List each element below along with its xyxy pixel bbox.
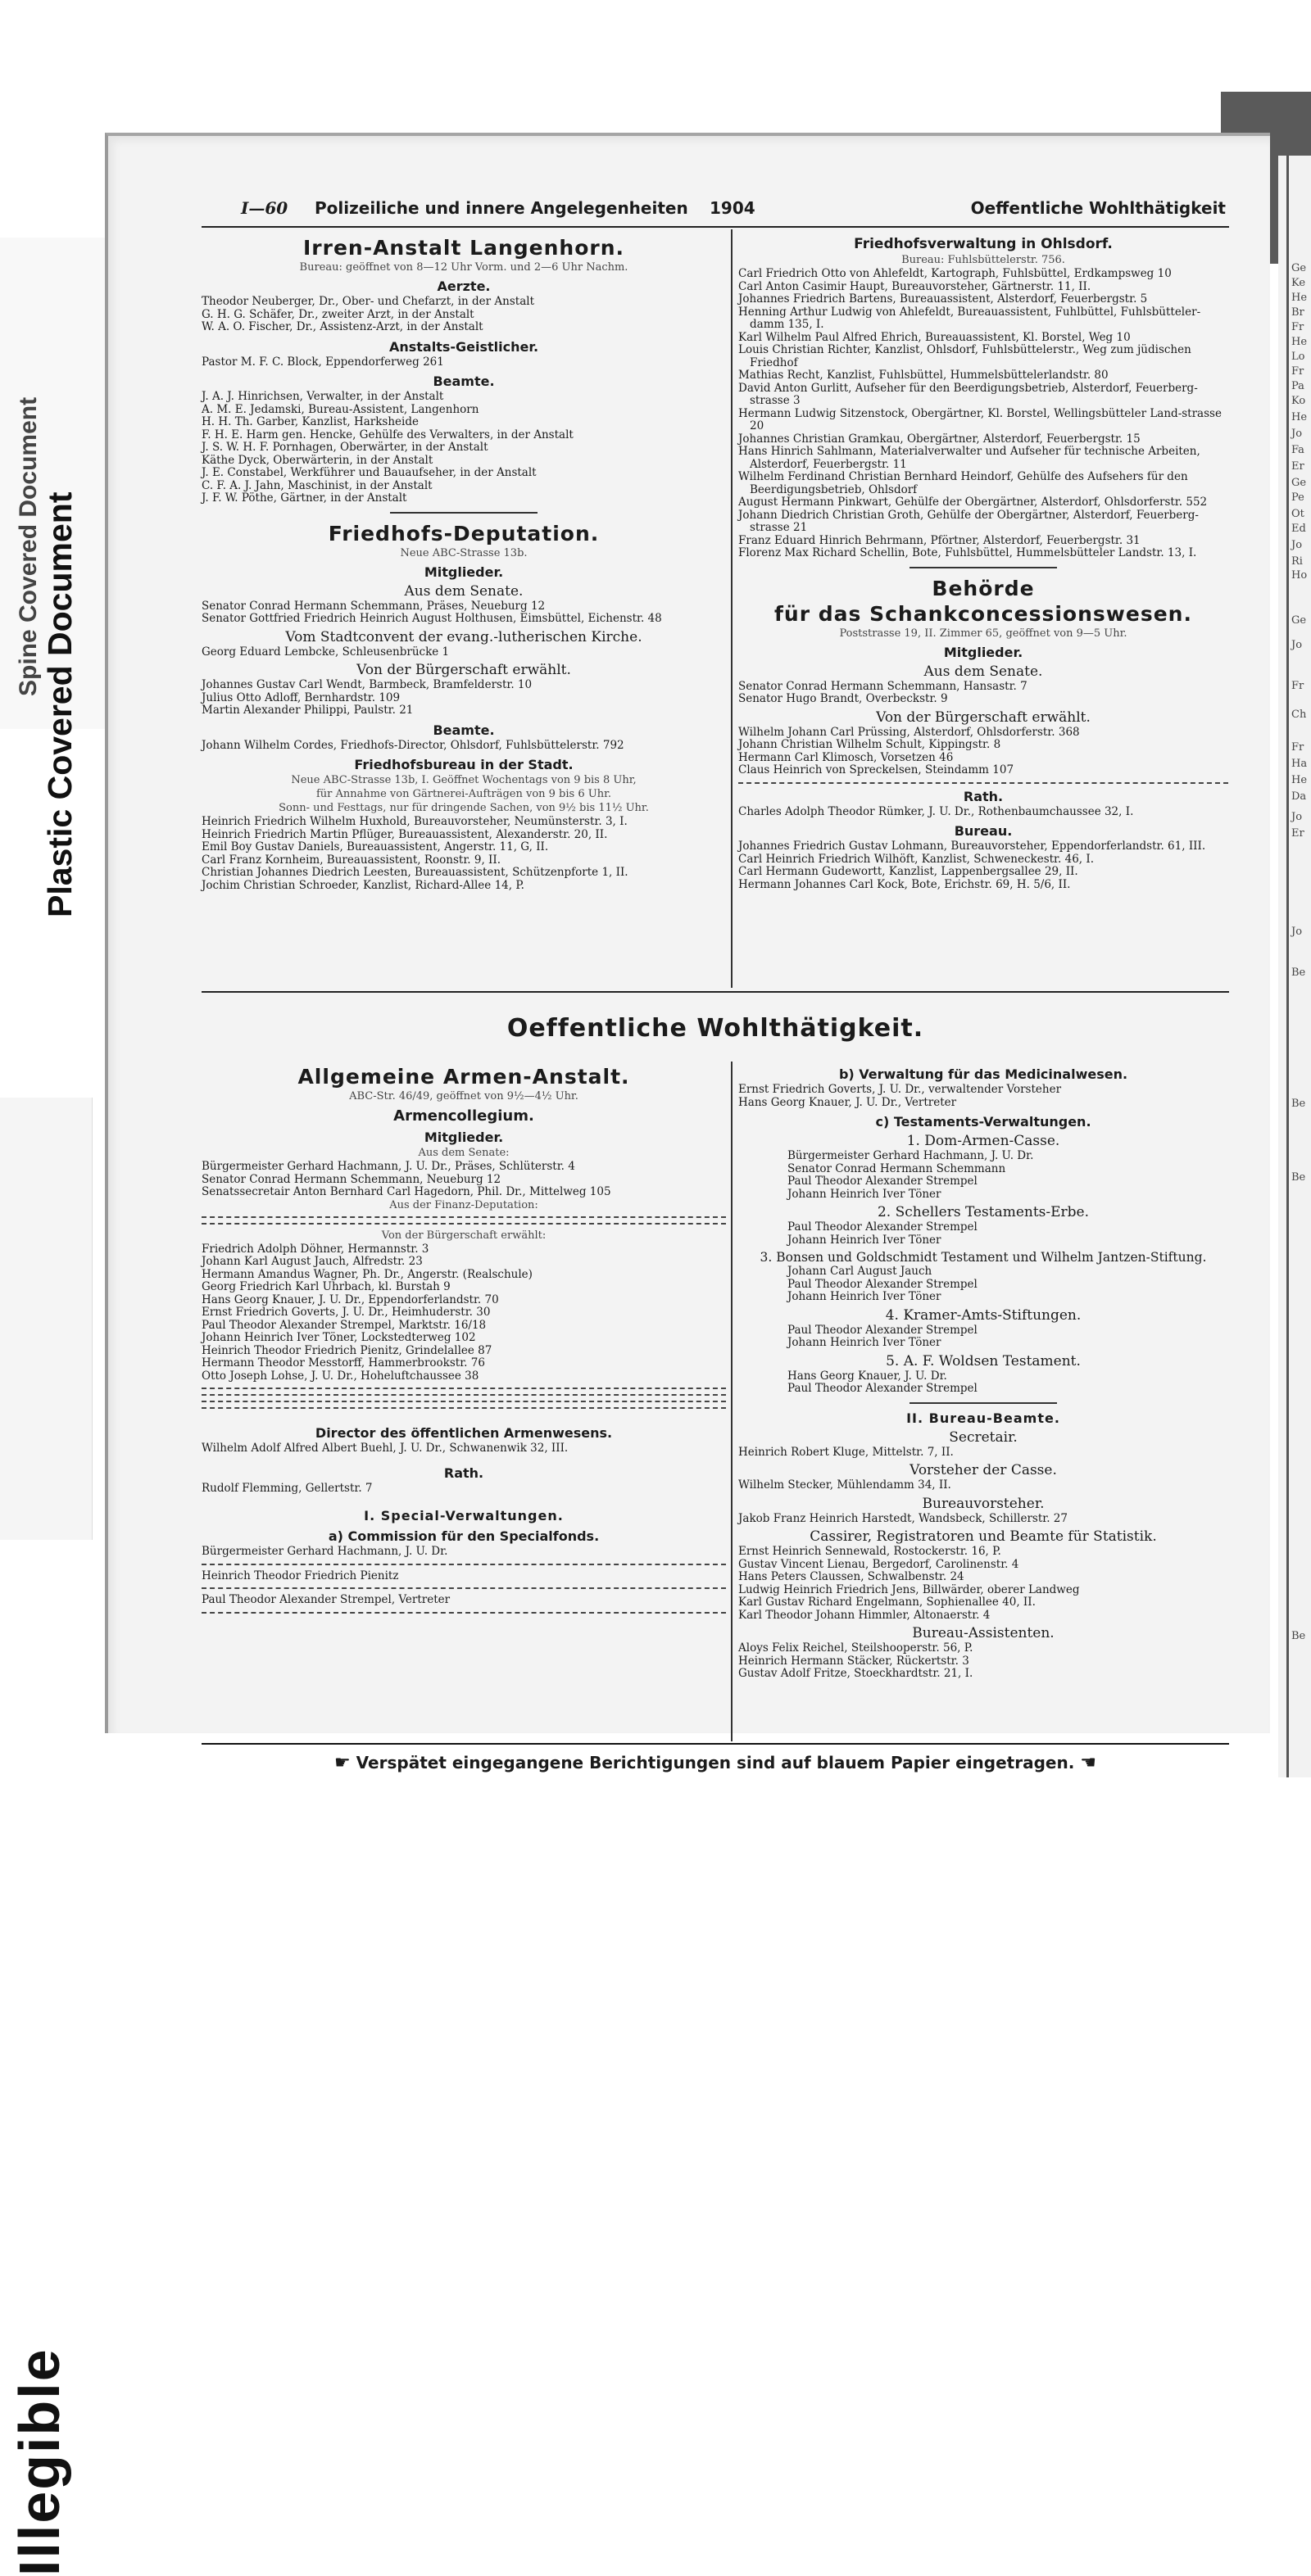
armen-address: ABC-Str. 46/49, geöffnet von 9½—4½ Uhr. [349,1090,578,1102]
entry-line: Johann Heinrich Iver Töner, Lockstedterweg 102 [202,1331,476,1344]
armen-director-list [202,1442,726,1456]
dashed-separator [202,1223,726,1225]
entry-line: Emil Boy Gustav Daniels, Bureauassistent, Angerstr. 11, G, II. [202,840,549,853]
wohl-section-title-wrap [202,1003,1229,1044]
schank-mitglieder-title: Mitglieder. [943,644,1023,660]
entry-line: Hans Georg Knauer, J. U. Dr., Vertreter [738,1095,957,1109]
entry-line: Hermann Theodor Messtorff, Hammerbrookstr. 76 [202,1356,485,1369]
adjacent-page-fragment: Lo [1291,351,1305,363]
bottom-column-divider [731,1062,733,1741]
friedhofs-senat-list [202,600,726,626]
entry-line: C. F. A. J. Jahn, Maschinist, in der Anstalt [202,478,433,492]
entry-line: Franz Eduard Hinrich Behrmann, Pförtner, Alsterdorf, Feuerbergstr. 31 [738,533,1141,547]
adjacent-page-fragment: He [1291,774,1308,786]
entry-line: Hermann Johannes Carl Kock, Bote, Erichstr. 69, H. 5/6, II. [738,877,1071,891]
adjacent-page-fragment: Ri [1291,555,1303,568]
friedhofs-bureau-list [202,816,726,892]
entry-line: Hans Georg Knauer, J. U. Dr., Eppendorferlandstr. 70 [202,1293,499,1306]
entry-line: J. S. W. H. F. Pornhagen, Oberwärter, in der Anstalt [202,441,488,454]
schank-buerger-list [738,727,1228,777]
entry-line: Julius Otto Adloff, Bernhardstr. 109 [202,690,401,704]
entry-line: Paul Theodor Alexander Strempel [787,1175,978,1188]
entry-line: Ludwig Heinrich Friedrich Jens, Billwärder, oberer Landweg [738,1582,1080,1596]
friedhofs-beamte-list [202,740,726,753]
entry-line: Hermann Amandus Wagner, Ph. Dr., Angerstr. (Realschule) [202,1267,533,1281]
entry-line: David Anton Gurlitt, Aufseher für den Beerdigungsbetrieb, Alsterdorf, Feuerberg-strasse 3 [738,381,1198,407]
schank-title-2: für das Schankconcessionswesen. [774,601,1192,626]
entry-line: August Hermann Pinkwart, Gehülfe der Obergärtner, Alsterdorf, Ohlsdorferstr. 552 [738,496,1208,509]
page-content [202,195,1229,1773]
friedhofs-convent-list [202,646,726,659]
cass-title: Cassirer, Registratoren und Beamte für Statistik. [810,1528,1157,1545]
entry-line: Karl Gustav Richard Engelmann, Sophienallee 40, II. [738,1596,1036,1609]
entry-line: Senatssecretair Anton Bernhard Carl Hagedorn, Phil. Dr., Mittelweg 105 [202,1185,611,1198]
adjacent-page-fragment: Fr [1291,321,1304,333]
entry-line: Carl Heinrich Friedrich Wilhöft, Kanzlist, Schweneckestr. 46, I. [738,852,1094,866]
adjacent-page-fragment: Jo [1291,639,1303,651]
entry-line: Paul Theodor Alexander Strempel [787,1323,978,1337]
entry-line: Heinrich Friedrich Martin Pflüger, Bureauassistent, Alexanderstr. 20, II. [202,827,608,841]
adjacent-page-fragment: He [1291,411,1308,423]
armen-senat-title: Aus dem Senate: [418,1147,510,1159]
schank-rath-title: Rath. [963,788,1004,804]
adjacent-page-fragment: Ch [1291,709,1307,721]
casse-title: Vorsteher der Casse. [910,1462,1057,1478]
entry-line: Wilhelm Adolf Alfred Albert Buehl, J. U. Dr., Schwanenwik 32, III. [202,1442,569,1455]
entry-line: A. M. E. Jedamski, Bureau-Assistent, Langenhorn [202,402,479,416]
entry-line: Otto Joseph Lohse, J. U. Dr., Hoheluftchaussee 38 [202,1369,479,1383]
armen-rath-list [202,1483,726,1496]
entry-line: Paul Theodor Alexander Strempel [787,1220,978,1234]
footer-text: Verspätet eingegangene Berichtigungen sind auf blauem Papier eingetragen. [356,1753,1075,1772]
friedhofs-senat-title: Aus dem Senate. [404,582,524,600]
schank-rath-list [738,806,1228,819]
adjacent-page-fragment: He [1291,336,1308,348]
entry-line: G. H. G. Schäfer, Dr., zweiter Arzt, in der Anstalt [202,307,474,321]
entry-line: Johannes Gustav Carl Wendt, Barmbeck, Bramfelderstr. 10 [202,678,533,691]
entry-line: Sonn- und Festtags, nur für dringende Sachen, von 9½ bis 11½ Uhr. [279,802,649,814]
entry-line: Carl Anton Casimir Haupt, Bureauvorsteher, Gärtnerstr. 11, II. [738,279,1091,293]
adjacent-page-fragment: Ed [1291,523,1306,535]
dashed-separator [202,1388,726,1389]
irren-title: Irren-Anstalt Langenhorn. [302,236,624,260]
adjacent-page-fragment: Fr [1291,680,1304,692]
entry-line: Senator Conrad Hermann Schemmann, Präses, Neueburg 12 [202,599,546,613]
friedhofs-title: Friedhofs-Deputation. [328,521,600,546]
entry-line: Senator Hugo Brandt, Overbeckstr. 9 [738,692,948,705]
entry-line: Hans Hinrich Sahlmann, Materialverwalter und Aufseher für technische Arbeiten, Alsterdorf, Feuerbergstr. 11 [738,445,1200,471]
footer-notice [202,1753,1229,1773]
dashed-separator [202,1564,726,1565]
adjacent-page-fragment: Jo [1291,539,1303,551]
entry-line: Ernst Heinrich Sennewald, Rostockerstr. 16, P. [738,1545,1001,1558]
irren-beamte-list [202,391,726,505]
adjacent-page-fragment: Ge [1291,477,1307,489]
adjacent-page-fragment: Ge [1291,614,1307,627]
entry-line: Wilhelm Johann Carl Prüssing, Alsterdorf, Ohlsdorferstr. 368 [738,725,1080,739]
adjacent-page-fragment: Da [1291,790,1307,803]
illegible-label-text: Illegible [7,2347,71,2576]
armen-buerger-title: Von der Bürgerschaft erwählt: [381,1229,547,1242]
ohlsdorf-title: Friedhofsverwaltung in Ohlsdorf. [854,236,1113,252]
bottom-right-column [738,1062,1228,1681]
irren-bureau: Bureau: geöffnet von 8—12 Uhr Vorm. und 2—6 Uhr Nachm. [299,261,628,274]
adjacent-page-fragment: Be [1291,1171,1306,1184]
schank-senat-list [738,681,1228,706]
entry-line: Senator Conrad Hermann Schemmann, Neueburg 12 [202,1172,501,1186]
entry-line: F. H. E. Harm gen. Hencke, Gehülfe des Verwalters, in der Anstalt [202,428,574,441]
med-c5-list [738,1370,1228,1396]
entry-line: Heinrich Theodor Friedrich Pienitz [202,1569,399,1582]
entry-line: Charles Adolph Theodor Rümker, J. U. Dr., Rothenbaumchaussee 32, I. [738,804,1134,818]
dashed-separator [202,1612,726,1614]
dashed-separator [202,1216,726,1218]
friedhofs-buerger-title: Von der Bürgerschaft erwählt. [356,662,571,678]
entry-line: Johann Christian Wilhelm Schult, Kippingstr. 8 [738,738,1001,751]
adjacent-page-fragment: Ko [1291,395,1306,407]
entry-line: Johann Heinrich Iver Töner [787,1233,941,1247]
special-a-list [202,1546,726,1614]
entry-line: Paul Theodor Alexander Strempel [787,1382,978,1395]
entry-line: Heinrich Robert Kluge, Mittelstr. 7, II. [738,1445,954,1459]
med-b-title: b) Verwaltung für das Medicinalwesen. [838,1066,1128,1082]
med-b-list [738,1084,1228,1109]
top-column-divider [731,229,733,988]
friedhofs-convent-title: Vom Stadtconvent der evang.-lutherischen Kirche. [285,628,642,645]
section-rule [910,567,1057,568]
med-c-title: c) Testaments-Verwaltungen. [875,1114,1091,1130]
armen-senat-list [202,1161,726,1199]
entry-line: Carl Friedrich Otto von Ahlefeldt, Kartograph, Fuhlsbüttel, Erdkampsweg 10 [738,267,1172,280]
entry-line: Paul Theodor Alexander Strempel, Vertreter [202,1593,451,1606]
entry-line: Bürgermeister Gerhard Hachmann, J. U. Dr. [202,1545,448,1558]
entry-line: Senator Conrad Hermann Schemmann [787,1161,1006,1175]
cass-list [738,1546,1228,1622]
footer-rule [202,1743,1229,1745]
plastic-label-text: Plastic Covered Document [41,491,79,917]
entry-line: H. H. Th. Garber, Kanzlist, Harksheide [202,415,419,428]
bv-list [738,1513,1228,1526]
section-rule [910,1402,1057,1404]
entry-line: Mathias Recht, Kanzlist, Fuhlsbüttel, Hummelsbüttelerlandstr. 80 [738,369,1109,382]
armen-collegium: Armencollegium. [393,1107,534,1125]
page-number: I—60 [241,198,288,218]
irren-aerzte-list [202,296,726,334]
entry-line: Karl Theodor Johann Himmler, Altonaerstr. 4 [738,1608,991,1622]
section-rule [390,512,538,514]
entry-line: Georg Friedrich Karl Uhrbach, kl. Burstah 9 [202,1280,451,1293]
header-year: 1904 [710,198,755,218]
entry-line: Theodor Neuberger, Dr., Ober- und Chefarzt, in der Anstalt [202,295,534,308]
adjacent-page-fragment: Be [1291,967,1306,979]
entry-line: Aloys Felix Reichel, Steilshooperstr. 56, P. [738,1641,973,1655]
armen-mitglieder-title: Mitglieder. [424,1130,504,1145]
adjacent-page-fragment: Ot [1291,508,1304,520]
friedhofs-buerger-list [202,679,726,718]
irren-geist-title: Anstalts-Geistlicher. [388,338,539,355]
ohlsdorf-list [738,268,1228,560]
irren-geist-list [202,356,726,369]
entry-line: Ernst Friedrich Goverts, J. U. Dr., Heimhuderstr. 30 [202,1306,491,1319]
schank-bureau-list [738,840,1228,891]
entry-line: J. E. Constabel, Werkführer und Bauaufseher, in der Anstalt [202,466,537,479]
adjacent-page-fragment: Fa [1291,444,1304,456]
mid-page-rule [202,991,1229,993]
special-a-title: a) Commission für den Specialfonds. [328,1528,600,1544]
adjacent-page-fragment: Jo [1291,428,1303,440]
entry-line: Bürgermeister Gerhard Hachmann, J. U. Dr. [787,1149,1034,1162]
adjacent-page-fragment: Ke [1291,277,1306,289]
pointing-hand-right-icon: ☛ [333,1753,351,1773]
adjacent-page-fragment: Pa [1291,380,1304,392]
adjacent-page-fragment: Pe [1291,491,1304,504]
med-c4-title: 4. Kramer-Amts-Stiftungen. [885,1306,1082,1324]
entry-line: Johann Heinrich Iver Töner [787,1336,941,1349]
med-c1-title: 1. Dom-Armen-Casse. [906,1133,1060,1149]
entry-line: Käthe Dyck, Oberwärterin, in der Anstalt [202,453,433,467]
armen-finanz-title: Aus der Finanz-Deputation: [389,1198,538,1211]
entry-line: Johannes Christian Gramkau, Obergärtner, Alsterdorf, Feuerbergstr. 15 [738,432,1141,446]
entry-line: Johann Carl August Jauch [787,1265,932,1278]
entry-line: Johann Heinrich Iver Töner [787,1290,941,1303]
plastic-covered-label [0,238,111,917]
entry-line: Friedrich Adolph Döhner, Hermannstr. 3 [202,1242,429,1256]
entry-line: Martin Alexander Philippi, Paulstr. 21 [202,704,414,717]
entry-line: Johannes Friedrich Gustav Lohmann, Bureauvorsteher, Eppendorferlandstr. 61, III. [738,840,1206,853]
entry-line: für Annahme von Gärtnerei-Aufträgen von 9 bis 6 Uhr. [315,788,611,800]
entry-line: Carl Hermann Gudewortt, Kanzlist, Lappenbergsallee 29, II. [738,865,1078,878]
med-c3-list [738,1265,1228,1304]
entry-line: Jakob Franz Heinrich Harstedt, Wandsbeck, Schillerstr. 27 [738,1511,1068,1525]
schank-buerger-title: Von der Bürgerschaft erwählt. [876,709,1091,726]
adjacent-page-line [1286,156,1289,1777]
entry-line: W. A. O. Fischer, Dr., Assistenz-Arzt, in der Anstalt [202,320,483,333]
entry-line: Hans Georg Knauer, J. U. Dr. [787,1369,947,1383]
entry-line: Johann Heinrich Iver Töner [787,1187,941,1201]
med-c5-title: 5. A. F. Woldsen Testament. [886,1352,1081,1369]
ba-title: Bureau-Assistenten. [912,1625,1055,1641]
dashed-separator [202,1394,726,1396]
ba-list [738,1642,1228,1681]
adjacent-page-fragment: Jo [1291,926,1303,938]
entry-line: Louis Christian Richter, Kanzlist, Ohlsdorf, Fuhlsbüttelerstr., Weg zum jüdischen Friedhof [738,343,1191,369]
adjacent-page-fragment: Fr [1291,365,1304,378]
sec-list [738,1446,1228,1460]
entry-line: Pastor M. F. C. Block, Eppendorferweg 261 [202,355,444,369]
entry-line: Hermann Ludwig Sitzenstock, Obergärtner, Kl. Borstel, Wellingsbütteler Land-strasse 20 [738,406,1222,432]
adjacent-page-edge [1278,156,1311,1777]
entry-line: Bürgermeister Gerhard Hachmann, J. U. Dr., Präses, Schlüterstr. 4 [202,1160,575,1173]
adjacent-page-fragment: He [1291,292,1308,304]
ohlsdorf-bureau: Bureau: Fuhlsbüttelerstr. 756. [901,254,1065,266]
entry-line: Hermann Carl Klimosch, Vorsetzen 46 [738,750,954,764]
adjacent-page-fragment: Br [1291,306,1304,319]
entry-line: J. F. W. Pöthe, Gärtner, in der Anstalt [202,491,407,505]
special-title: I. Special-Verwaltungen. [364,1508,564,1523]
schank-senat-title: Aus dem Senate. [923,663,1043,680]
entry-line: Karl Wilhelm Paul Alfred Ehrich, Bureauassistent, Kl. Borstel, Weg 10 [738,330,1131,344]
adjacent-page-fragment: Ho [1291,569,1308,582]
sec-title: Secretair. [949,1428,1018,1446]
plastic-label-cut-text: Spine Covered Document [15,396,42,696]
entry-line: Senator Conrad Hermann Schemmann, Hansastr. 7 [738,679,1027,693]
friedhofs-beamte-title: Beamte. [433,722,495,738]
dashed-separator [202,1407,726,1409]
illegible-label [0,1098,93,2576]
irren-aerzte-title: Aerzte. [437,278,491,294]
entry-line: Rudolf Flemming, Gellertstr. 7 [202,1481,373,1495]
adjacent-page-fragment: Be [1291,1630,1306,1642]
schank-bureau-title: Bureau. [954,823,1013,839]
entry-line: Georg Eduard Lembcke, Schleusenbrücke 1 [202,645,450,659]
entry-line: Christian Johannes Diedrich Leesten, Bureauassistent, Schützenpforte 1, II. [202,866,628,879]
armen-buerger-list [202,1243,726,1383]
entry-line: Hans Peters Claussen, Schwalbenstr. 24 [738,1570,964,1583]
adjacent-page-fragment: Er [1291,827,1304,840]
entry-line: J. A. J. Hinrichsen, Verwalter, in der Anstalt [202,390,444,403]
adjacent-page-fragment: Ge [1291,262,1307,274]
entry-line: Henning Arthur Ludwig von Ahlefeldt, Bureauassistent, Fuhlbüttel, Fuhlsbütteler-damm 135, I. [738,305,1201,331]
top-left-column [202,231,726,892]
adjacent-page-fragment: Er [1291,460,1304,473]
med-c1-list [738,1150,1228,1201]
med-c2-list [738,1221,1228,1247]
casse-list [738,1479,1228,1492]
page-header [202,195,1229,228]
dashed-separator [202,1401,726,1402]
bottom-left-column [202,1060,726,1618]
header-right-title: Oeffentliche Wohlthätigkeit [970,198,1226,218]
entry-line: Gustav Vincent Lienau, Bergedorf, Carolinenstr. 4 [738,1557,1019,1571]
bv-title: Bureauvorsteher. [922,1495,1045,1512]
schank-title-1: Behörde [932,576,1035,600]
entry-line: Johann Diedrich Christian Groth, Gehülfe der Obergärtner, Alsterdorf, Feuerberg-strasse 21 [738,508,1199,534]
entry-line: Paul Theodor Alexander Strempel, Marktstr. 16/18 [202,1318,487,1332]
dashed-separator [202,1587,726,1589]
entry-line: Johannes Friedrich Bartens, Bureauassistent, Alsterdorf, Feuerbergstr. 5 [738,292,1148,306]
entry-line: Heinrich Theodor Friedrich Pienitz, Grindelallee 87 [202,1343,492,1357]
irren-beamte-title: Beamte. [433,373,495,389]
entry-line: Heinrich Friedrich Wilhelm Huxhold, Bureauvorsteher, Neumünsterstr. 3, I. [202,815,628,828]
entry-line: Claus Heinrich von Spreckelsen, Steindamm 107 [738,763,1014,776]
entry-line: Wilhelm Ferdinand Christian Bernhard Heindorf, Gehülfe des Aufsehers für den Beerdigungsbetrieb, Ohlsdorf [738,470,1188,496]
schank-address: Poststrasse 19, II. Zimmer 65, geöffnet von 9—5 Uhr. [839,627,1127,640]
entry-line: Johann Wilhelm Cordes, Friedhofs-Director, Ohlsdorf, Fuhlsbüttelerstr. 792 [202,738,624,752]
wohl-title: Oeffentliche Wohlthätigkeit. [506,1014,924,1043]
entry-line: Ernst Friedrich Goverts, J. U. Dr., verwaltender Vorsteher [738,1083,1062,1096]
top-right-column [738,231,1228,891]
armen-rath-title: Rath. [443,1465,484,1481]
dashed-separator [738,782,1228,784]
adjacent-page-fragment: Ha [1291,758,1308,770]
entry-line: Jochim Christian Schroeder, Kanzlist, Richard-Allee 14, P. [202,878,524,892]
med-c4-list [738,1324,1228,1350]
adjacent-page-fragment: Be [1291,1098,1306,1110]
armen-director-title: Director des öffentlichen Armenwesens. [315,1425,613,1441]
armen-title: Allgemeine Armen-Anstalt. [297,1065,630,1089]
ii-title: II. Bureau-Beamte. [906,1410,1060,1426]
entry-line: Neue ABC-Strasse 13b, I. Geöffnet Wochentags von 9 bis 8 Uhr, [291,774,637,786]
friedhofs-bureau-title: Friedhofsbureau in der Stadt. [354,757,574,772]
pointing-hand-left-icon: ☚ [1080,1753,1097,1773]
entry-line: Johann Karl August Jauch, Alfredstr. 23 [202,1255,423,1268]
entry-line: Paul Theodor Alexander Strempel [787,1277,978,1291]
friedhofs-mitglieder-title: Mitglieder. [424,564,504,580]
adjacent-page-fragment: Fr [1291,741,1304,754]
med-c2-title: 2. Schellers Testaments-Erbe. [877,1204,1090,1220]
entry-line: Carl Franz Kornheim, Bureauassistent, Roonstr. 9, II. [202,853,501,867]
entry-line: Heinrich Hermann Stäcker, Rückertstr. 3 [738,1654,969,1668]
adjacent-page-fragment: Jo [1291,811,1303,823]
header-title: Polizeiliche und innere Angelegenheiten [315,198,688,218]
friedhofs-address: Neue ABC-Strasse 13b. [400,546,528,559]
entry-line: Gustav Adolf Fritze, Stoeckhardtstr. 21, I. [738,1667,973,1680]
entry-line: Florenz Max Richard Schellin, Bote, Fuhlsbüttel, Hummelsbütteler Landstr. 13, I. [738,546,1197,559]
document-page [105,133,1270,1773]
entry-line: Senator Gottfried Friedrich Heinrich August Holthusen, Eimsbüttel, Eichenstr. 48 [202,612,662,625]
friedhofs-bureau-notes [202,774,726,814]
med-c3-title: 3. Bonsen und Goldschmidt Testament und Wilhelm Jantzen-Stiftung. [760,1250,1207,1265]
entry-line: Wilhelm Stecker, Mühlendamm 34, II. [738,1478,951,1492]
